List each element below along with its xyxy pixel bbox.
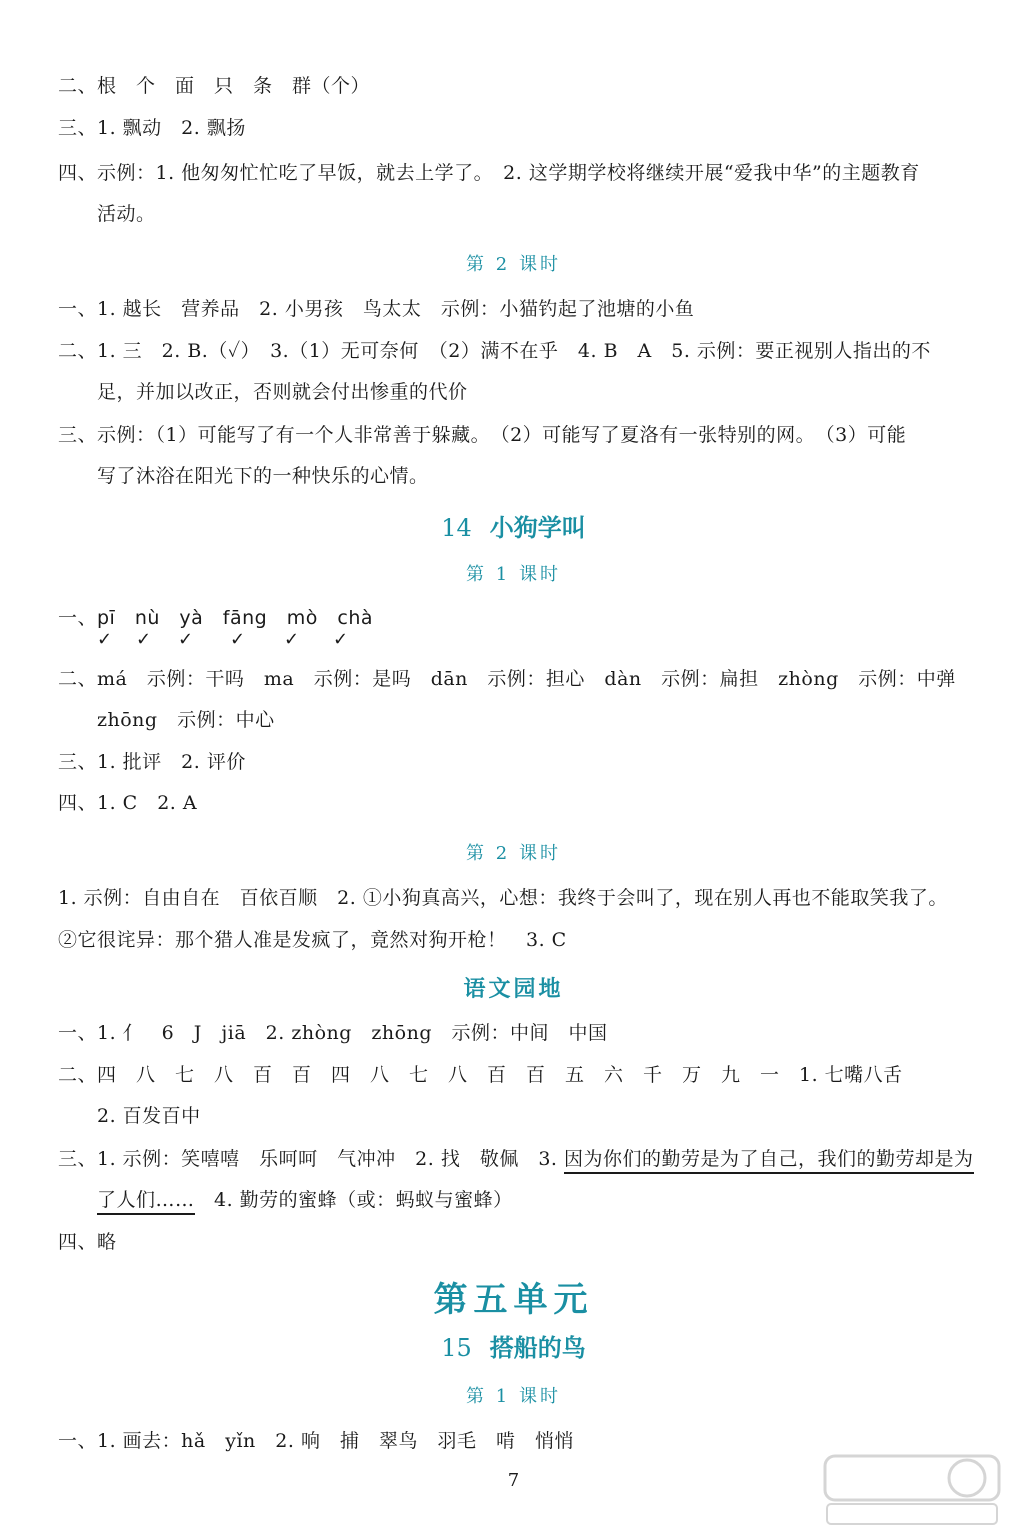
- underlined-text: 了人们……: [97, 1189, 195, 1215]
- check-mark: ✓: [333, 629, 349, 650]
- watermark-logo-icon: [817, 1448, 1007, 1528]
- check-mark: ✓: [97, 629, 113, 650]
- answer-line: 活动。: [97, 203, 156, 225]
- answer-line: 1. 示例：自由自在 百依百顺 2. ①小狗真高兴，心想：我终于会叫了，现在别人再也不能取笑我了。: [58, 887, 948, 909]
- answer-line: 二、má 示例：干吗 ma 示例：是吗 dān 示例：担心 dàn 示例：扁担 zhòng 示例：中弹: [58, 668, 956, 690]
- answer-line: 一、1. 越长 营养品 2. 小男孩 鸟太太 示例：小猫钓起了池塘的小鱼: [58, 298, 695, 320]
- lesson-name: 小狗学叫: [489, 513, 586, 542]
- answer-line: 三、示例：（1）可能写了有一个人非常善于躲藏。 （2）可能写了夏洛有一张特别的网。 （3）可能: [58, 424, 907, 446]
- answer-line: [58, 1147, 974, 1171]
- answer-text: 4. 勤劳的蜜蜂（或：蚂蚁与蜜蜂）: [194, 1189, 513, 1211]
- answer-line: 二、1. 三 2. B.（✓） 3.（1）无可奈何 （2）满不在乎 4. B A 5. 示例：要正视别人指出的不: [58, 340, 931, 362]
- answer-line: 三、1. 飘动 2. 飘扬: [58, 117, 246, 139]
- answer-text: 三、1. 示例：笑嘻嘻 乐呵呵 气冲冲 2. 找 敬佩 3.: [58, 1148, 565, 1170]
- answer-line: 写了沐浴在阳光下的一种快乐的心情。: [97, 465, 429, 487]
- lesson-number: 14: [441, 514, 472, 542]
- answer-line: 二、四 八 七 八 百 百 四 八 七 八 百 百 五 六 千 万 九 一 1. 七嘴八舌: [58, 1064, 903, 1086]
- answer-line: 四、略: [58, 1231, 117, 1253]
- answer-line: 二、根 个 面 只 条 群（个）: [58, 75, 371, 97]
- lesson-heading: 第 1 课时: [466, 564, 561, 585]
- lesson-heading: 第 2 课时: [466, 843, 561, 864]
- answer-line: 四、1. C 2. A: [58, 792, 198, 814]
- check-mark: ✓: [136, 629, 152, 650]
- check-mark: ✓: [230, 629, 246, 650]
- lesson-title: [0, 508, 1027, 543]
- unit-title: 第五单元: [433, 1280, 594, 1320]
- answer-line: zhōng 示例：中心: [97, 709, 275, 731]
- answer-line: ②它很诧异：那个猎人准是发疯了，竟然对狗开枪！ 3. C: [58, 929, 567, 951]
- lesson-heading: 第 2 课时: [466, 254, 561, 275]
- answer-line: 四、示例：1. 他匆匆忙忙吃了早饭，就去上学了。 2. 这学期学校将继续开展“爱我中华”的主题教育: [58, 162, 920, 184]
- check-mark: ✓: [178, 629, 194, 650]
- lesson-heading: 第 1 课时: [466, 1386, 561, 1407]
- answer-line: 三、1. 批评 2. 评价: [58, 751, 246, 773]
- lesson-number: 15: [441, 1334, 472, 1362]
- answer-line: 一、pī nù yà fāng mò chà: [58, 607, 374, 629]
- lesson-name: 搭船的鸟: [489, 1333, 586, 1362]
- answer-line: [97, 1188, 513, 1212]
- answer-line: 一、1. 画去：hǎ yǐn 2. 响 捕 翠鸟 羽毛 啃 悄悄: [58, 1430, 574, 1452]
- page-number: 7: [507, 1470, 520, 1491]
- answer-line: 足，并加以改正，否则就会付出惨重的代价: [97, 381, 468, 403]
- check-mark: ✓: [284, 629, 300, 650]
- answer-line: 2. 百发百中: [97, 1105, 201, 1127]
- section-title: 语文园地: [463, 976, 564, 1002]
- answer-line: 一、1. 亻 6 J jiā 2. zhòng zhōng 示例：中间 中国: [58, 1022, 608, 1044]
- lesson-title: [0, 1328, 1027, 1363]
- underlined-text: 因为你们的勤劳是为了自己，我们的勤劳却是为: [564, 1148, 974, 1174]
